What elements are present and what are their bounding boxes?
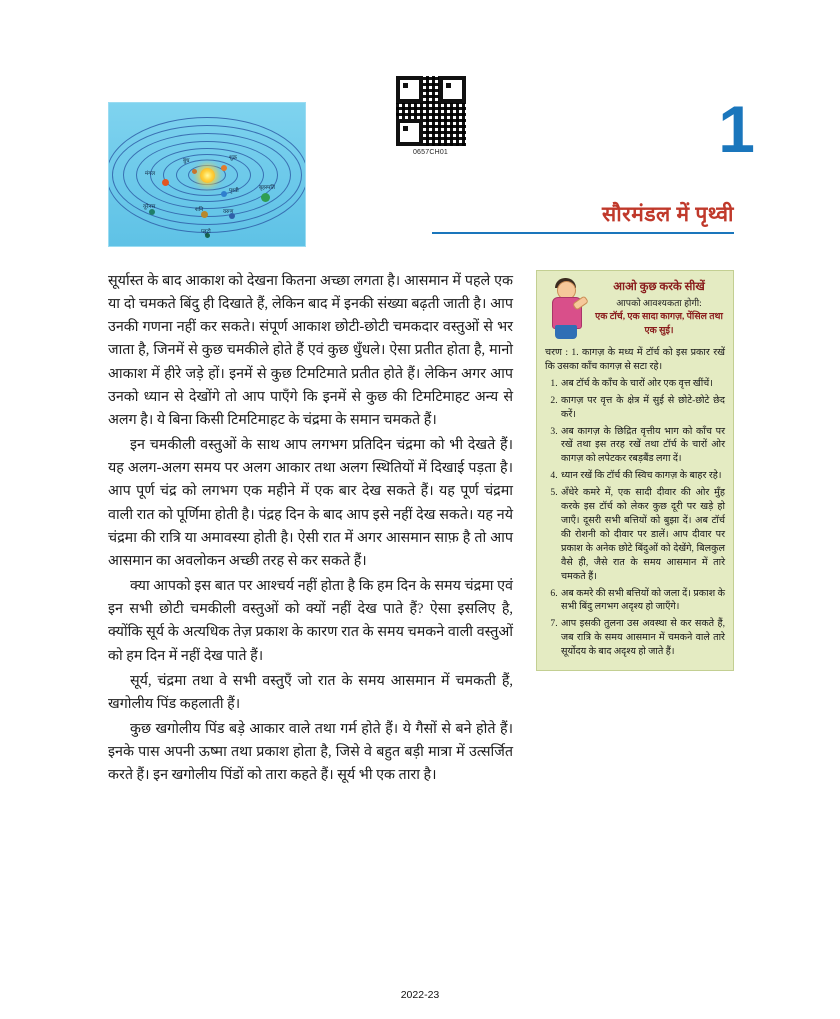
qr-finder-icon: [396, 76, 423, 103]
activity-steps-list: [545, 377, 725, 659]
planet-mercury: [192, 169, 197, 174]
planet-earth: [221, 191, 227, 197]
planet-venus: [221, 165, 227, 171]
student-illustration-icon: [545, 277, 589, 343]
paragraph: इन चमकीली वस्तुओं के साथ आप लगभग प्रतिदिन चंद्रमा को भी देखते हैं। यह अलग-अलग समय पर अलग आकार तथा अलग स्थितियों में दिखाई पड़ता है। आप पूर्ण चंद्र को लगभग एक महीने में एक बार देख सकते हैं। यह पूर्ण चंद्रमा वाली रात को पूर्णिमा होती है। पंद्रह दिन के बाद आप इसे नहीं देख सकते। यह नये चंद्रमा की रात्रि या अमावस्या होती है। ऐसी रात में अगर आसमान साफ़ है तो आप आसमान का अवलोकन अच्छी तरह से कर सकते हैं।: [108, 437, 513, 569]
planet-label-uranus: यूरेनस: [143, 204, 156, 210]
list-item: 3. अब कागज़ के छिद्रित वृत्तीय भाग को काँच पर रखें तथा इस तरह रखें तथा टॉर्च के चारों ओर कागज़ को लपेटकर रबड़बैंड लगा दें।: [560, 425, 725, 467]
activity-intro: चरण : 1. कागज़ के मध्य में टॉर्च को इस प्रकार रखें कि उसका काँच कागज़ से सटा रहे।: [545, 347, 725, 372]
paragraph: सूर्यास्त के बाद आकाश को देखना कितना अच्छा लगता है। आसमान में पहले एक या दो चमकते बिंदु ही दिखाते हैं, लेकिन बाद में इनकी संख्या बढ़ती जाती है। आप उनकी गणना नहीं कर सकते। संपूर्ण आकाश छोटी-छोटी चमकदार वस्तुओं से भर जाता है, जिनमें से कुछ चमकीले होते हैं एवं कुछ धुँधले। ऐसा प्रतीत होता है, मानो आकाश में हीरे जड़े हों। इनमें से कुछ टिमटिमाते प्रतीत होते हैं। लेकिन अगर आप उनको ध्यान से देखोंगे तो आप पाएँगे कि इनमें से कुछ की टिमटिमाहट अन्य से अलग है। ये बिना किसी टिमटिमाहट के चंद्रमा के समान चमकते हैं।: [108, 273, 513, 428]
planet-mars: [162, 179, 169, 186]
qr-code-icon[interactable]: [396, 76, 466, 146]
solar-system-illustration: [108, 102, 306, 247]
list-item: 1. अब टॉर्च के काँच के चारों ओर एक वृत्त खींचें।: [560, 377, 725, 391]
list-item: 7. आप इसकी तुलना उस अवस्था से कर सकते हैं, जब रात्रि के समय आसमान में चमकने वाले तारे सूर्योदय के बाद अदृश्य हो जाते हैं।: [560, 617, 725, 659]
planet-label-mars: मंगल: [145, 171, 156, 177]
page-footer: 2022-23: [400, 989, 440, 1001]
chapter-number: 1: [718, 92, 755, 166]
planet-label-neptune: वरुण: [223, 209, 234, 215]
activity-title: आओ कुछ करके सीखें: [613, 281, 705, 293]
activity-subtitle: आपको आवश्यकता होगी:: [616, 298, 702, 309]
activity-title-block: [593, 277, 725, 338]
paragraph: सूर्य, चंद्रमा तथा वे सभी वस्तुएँ जो रात के समय आसमान में चमकती हैं, खगोलीय पिंड कहलाती हैं।: [108, 672, 513, 712]
planet-label-pluto: प्लूटो: [201, 229, 211, 235]
planet-label-venus: शुक्र: [229, 155, 237, 161]
list-item: 5. अँधेरे कमरे में, एक सादी दीवार की ओर मुँह करके इस टॉर्च को लेकर कुछ दूरी पर खड़े हो जाएँ। दूसरी सभी बत्तियों को बुझा दें। अब टॉर्च की रोशनी को दीवार पर डालें। आप दीवार पर प्रकाश के अनेक छोटे बिंदुओं को देखेंगे, बिलकुल वैसे ही, जैसे रात के समय आसमान में तारे चमकते हैं।: [560, 486, 725, 583]
paragraph: क्या आपको इस बात पर आश्चर्य नहीं होता है कि हम दिन के समय चंद्रमा एवंं इन सभी छोटी चमकीली वस्तुओं को क्यों नहीं देख पाते हैं? ऐसा इसलिए है, क्योंकि सूर्य के अत्यधिक तेज़ प्रकाश के कारण रात के समय चमकने वाली वस्तुओं को हम दिन में नहीं देख पाते हैं।: [108, 578, 513, 664]
paragraph: कुछ खगोलीय पिंड बड़े आकार वाले तथा गर्म होते हैं। ये गैसों से बने होते हैं। इनके पास अपनी ऊष्मा तथा प्रकाश होता है, जिसे वे बहुत बड़ी मात्रा में उत्सर्जित करते हैं। इन खगोलीय पिंडों को तारा कहते हैं। सूर्य भी एक तारा है।: [108, 720, 513, 784]
sun-icon: [200, 168, 215, 183]
activity-materials: एक टॉर्च, एक सादा कागज़, पेंसिल तथा एक सुई।: [595, 312, 723, 336]
activity-header: [545, 277, 725, 343]
planet-label-mercury: बुध: [183, 158, 190, 164]
figure-legs: [555, 325, 577, 339]
list-item: 2. कागज़ पर वृत्त के क्षेत्र में सुई से छोटे-छोटे छेद करें।: [560, 394, 725, 422]
qr-code-block: [392, 76, 469, 156]
list-item: 4. ध्यान रखें कि टॉर्च की स्विच कागज़ के बाहर रहे।: [560, 469, 725, 483]
planet-label-earth: पृथ्वी: [229, 188, 239, 194]
planet-label-jupiter: बृहस्पति: [259, 185, 275, 191]
page-header: [0, 0, 840, 262]
qr-finder-icon: [396, 119, 423, 146]
planet-label-saturn: शनि: [195, 207, 204, 213]
chapter-title-bar: [432, 200, 734, 234]
qr-finder-icon: [439, 76, 466, 103]
list-item: 6. अब कमरे की सभी बत्तियों को जला दें। प्रकाश के सभी बिंदु लगभग अदृश्य हो जाएँगे।: [560, 587, 725, 615]
activity-sidebar: [536, 270, 734, 671]
page-title: सौरमंडल में पृथ्वी: [602, 202, 734, 226]
main-text-column: [108, 270, 513, 789]
page-body: [0, 262, 840, 952]
qr-code-label: 0657CH01: [412, 149, 449, 156]
planet-jupiter: [261, 193, 270, 202]
